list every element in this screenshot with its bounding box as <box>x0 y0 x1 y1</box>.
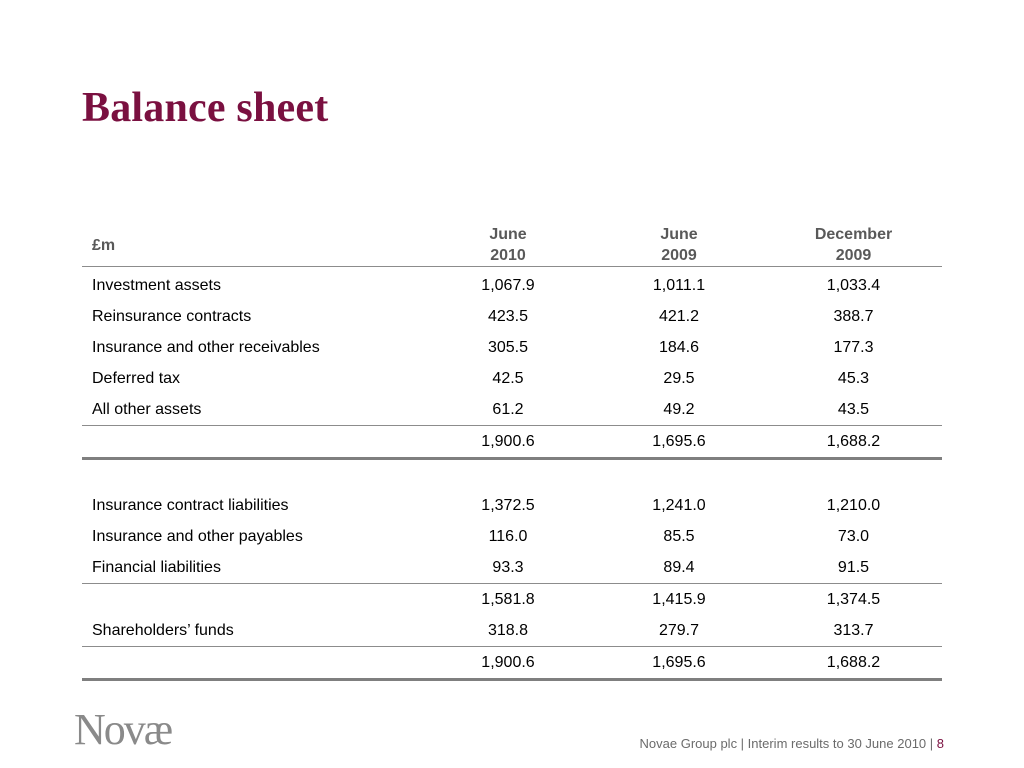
row-label: Financial liabilities <box>92 558 221 576</box>
footer-text: Novae Group plc | Interim results to 30 June 2010 | <box>639 736 937 751</box>
cell-value: 184.6 <box>658 338 700 356</box>
cell-value: 1,011.1 <box>652 276 706 294</box>
column-header-line: June <box>660 226 698 243</box>
cell-value: 305.5 <box>487 338 529 356</box>
row-label: All other assets <box>92 400 202 418</box>
liabilities-subtotal-row <box>82 584 942 616</box>
row-label: Insurance and other payables <box>92 527 303 545</box>
cell-value: 1,210.0 <box>826 496 881 514</box>
cell-value: 1,241.0 <box>652 496 706 514</box>
page-title: Balance sheet <box>82 85 329 131</box>
cell-value: 313.7 <box>833 621 874 639</box>
cell-value: 1,067.9 <box>481 276 535 294</box>
cell-value: 42.5 <box>492 369 524 387</box>
column-header-june-2009 <box>593 224 765 267</box>
page-number: 8 <box>936 736 944 751</box>
cell-value: 423.5 <box>487 307 529 325</box>
row-label <box>82 426 423 459</box>
cell-value: 85.5 <box>663 527 695 545</box>
total-value: 1,695.6 <box>652 653 706 671</box>
balance-sheet-table <box>82 224 942 681</box>
cell-value: 1,033.4 <box>826 276 881 294</box>
table-row <box>82 332 942 363</box>
total-value: 1,695.6 <box>652 432 706 450</box>
total-value: 1,900.6 <box>481 653 535 671</box>
cell-value: 93.3 <box>492 558 524 576</box>
cell-value: 318.8 <box>487 621 529 639</box>
cell-value: 279.7 <box>658 621 700 639</box>
table-row <box>82 301 942 332</box>
table-row <box>82 521 942 552</box>
table-row <box>82 490 942 521</box>
assets-total-row <box>82 426 942 459</box>
cell-value: 421.2 <box>658 307 700 325</box>
cell-value: 1,372.5 <box>481 496 535 514</box>
column-header-december-2009 <box>765 224 942 267</box>
table-row <box>82 552 942 584</box>
table-row <box>82 615 942 647</box>
cell-value: 73.0 <box>837 527 870 545</box>
cell-value: 89.4 <box>663 558 695 576</box>
column-header-june-2010 <box>423 224 593 267</box>
row-label <box>82 584 423 616</box>
column-header-line: December <box>814 226 893 243</box>
row-label <box>82 647 423 680</box>
grand-total-row <box>82 647 942 680</box>
cell-value: 29.5 <box>663 369 695 387</box>
cell-value: 388.7 <box>833 307 874 325</box>
cell-value: 45.3 <box>837 369 870 387</box>
row-label: Insurance contract liabilities <box>92 496 289 514</box>
footer <box>640 736 944 751</box>
total-value: 1,900.6 <box>481 432 535 450</box>
cell-value: 116.0 <box>488 527 528 545</box>
table-row <box>82 267 942 302</box>
row-label: Insurance and other receivables <box>92 338 320 356</box>
column-header-line: 2009 <box>835 247 872 264</box>
column-header-line: 2009 <box>661 247 697 264</box>
row-label: Deferred tax <box>92 369 181 387</box>
cell-value: 61.2 <box>492 400 524 418</box>
column-header-line: 2010 <box>490 247 526 264</box>
table-row <box>82 394 942 426</box>
unit-header: £m <box>92 236 116 254</box>
novae-logo: Novæ <box>74 705 172 754</box>
subtotal-value: 1,415.9 <box>652 590 706 608</box>
cell-value: 43.5 <box>837 400 870 418</box>
cell-value: 91.5 <box>837 558 870 576</box>
subtotal-value: 1,581.8 <box>481 590 535 608</box>
total-value: 1,688.2 <box>826 653 881 671</box>
spacer-row <box>82 459 942 491</box>
column-header-line: June <box>489 226 527 243</box>
row-label: Investment assets <box>92 276 221 294</box>
table-row <box>82 363 942 394</box>
subtotal-value: 1,374.5 <box>826 590 881 608</box>
total-value: 1,688.2 <box>826 432 881 450</box>
cell-value: 177.3 <box>833 338 874 356</box>
table-header-row <box>82 224 942 267</box>
cell-value: 49.2 <box>663 400 695 418</box>
row-label: Shareholders’ funds <box>92 621 234 639</box>
row-label: Reinsurance contracts <box>92 307 252 325</box>
